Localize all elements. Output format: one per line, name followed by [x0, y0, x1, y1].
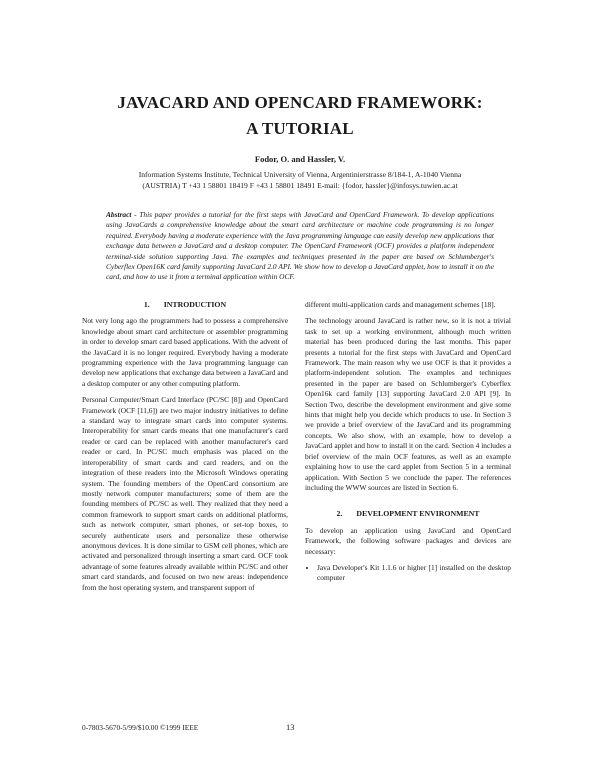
intro-paragraph-2: Personal Computer/Smart Card Interface (PC/SC [8]) and OpenCard Framework (OCF [11,6]) are two major industry initiatives to define a standard way to integrate smart cards into computer systems. Interoperability for smart cards means that one manufacturer's card reader or card can be replaced with another manufacturer's card reader or card. In PC/SC much emphasis was placed on the interoperability of smart cards and card readers, and on the integration of these readers into the Microsoft Windows operating system. The founding members of the OpenCard consortium are mostly network computer manufacturers; some of them are the founding members of PC/SC as well. They realized that they need a common framework to support smart cards on additional platforms, such as network computer, smart phones, or set-top boxes, to securely authenticate users and personalize these otherwise anonymous devices. It is done similar to GSM cell phones, which are activated and personalized through inserting a smart card. OCF took advantage of some features already available within PC/SC and other smart card standards, and focused on two new areas: independence from the host operating system, and transparent support of: [82, 395, 288, 592]
paper-title-line2: A TUTORIAL: [246, 119, 354, 138]
right-column: [305, 300, 511, 584]
footer-isbn: 0-7803-5670-5/99/$10.00 ©1999 IEEE: [82, 723, 199, 732]
section-number: 2.: [336, 509, 343, 519]
dev-env-list: [305, 563, 511, 584]
dev-env-paragraph: To develop an application using JavaCard and OpenCard Framework, the following software packages and devices are necessary:: [305, 525, 511, 556]
section-title: DEVELOPMENT ENVIRONMENT: [356, 509, 480, 519]
abstract-label: Abstract: [106, 210, 132, 219]
section-number: 1.: [143, 300, 150, 309]
right-paragraph-1: different multi-application cards and management schemes [18].: [305, 300, 496, 309]
affiliation: Information Systems Institute, Technical University of Vienna, Argentinierstrasse 8/184-1, A-1040 Vienna (AUSTRIA) T +43 1 58801 18419 F +43 1 58801 18491 E-mail: {fodor, hassler}@infosys.tuwien.ac.at: [138, 170, 462, 190]
section-heading-development-environment: [305, 509, 511, 519]
paper-title-line1: JAVACARD AND OPENCARD FRAMEWORK:: [117, 93, 483, 112]
abstract: [106, 210, 494, 283]
list-item: • Java Developer's Kit 1.1.6 or higher [1] installed on the desktop computer: [317, 563, 511, 584]
right-paragraph-2: The technology around JavaCard is rather new, so it is not a trivial task to set up a working environment, although much written material has been produced during the last months. This paper presents a tutorial for the first steps with JavaCard and OpenCard Framework. The main reason why we use OCF is that it provides a platform-independent solution. The examples and techniques presented in the paper are based on Schlumberger's Cyberflex Open16k card family [13] supporting JavaCard 2.0 API [9]. In Section Two, describe the development environment and give some hints that might help you decide which products to use. In Section 3 we provide a brief overview of the JavaCard and its programming concepts. We also show, with an example, how to develop a JavaCard applet and how to install it on the card. Section 4 includes a brief overview of the main OCF features, as well as an example explaining how to use the card applet from Section 5 in a terminal application. With Section 5 we conclude the paper. The references including the WWW sources are listed in Section 6.: [305, 316, 511, 492]
section-heading-introduction: [82, 300, 288, 310]
authors: Fodor, O. and Hassler, V.: [254, 154, 346, 164]
left-column: [82, 300, 288, 599]
intro-paragraph-1: Not very long ago the programmers had to possess a comprehensive knowledge about smart card architecture or assembler programming in order to develop smart card based applications. With the advent of the JavaCard it is no longer required. Everybody having a moderate programming experience with the Java programming language can develop new applications that exchange data between a JavaCard and a desktop computer or any other computing platform.: [82, 316, 288, 388]
page-number: 13: [286, 722, 295, 732]
section-title: INTRODUCTION: [163, 300, 227, 309]
abstract-text: - This paper provides a tutorial for the first steps with JavaCard and OpenCard Framework. To develop applications using JavaCards a comprehensive knowledge about the smart card architecture or machine code programming is no longer required. Everybody having a moderate experience with the Java programming language can easily develop new applications that exchange data between a JavaCard and a desktop computer. The OpenCard Framework (OCF) provides a platform independent terminal-side solution supporting Java. The examples and techniques presented in the paper are based on Schlumberger's Cyberflex Open16K card family supporting JavaCard 2.0 API. We show how to develop a JavaCard applet, how to install it on the card, and how to use it from a terminal application within OCF.: [106, 210, 494, 282]
